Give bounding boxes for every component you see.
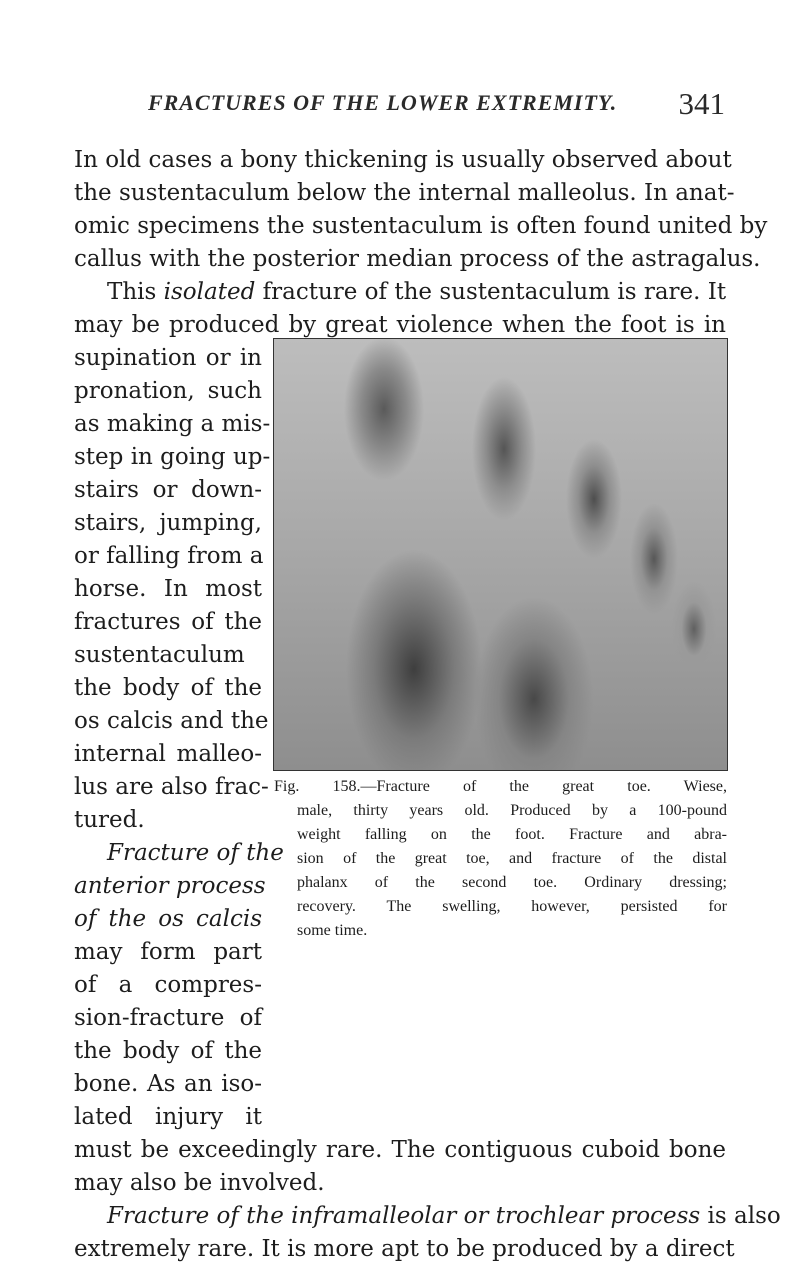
caption-line: male, thirty years old. Produced by a 100-pound (297, 802, 727, 819)
text-line: stairs or down- (74, 477, 262, 503)
caption-line: phalanx of the second toe. Ordinary dressing; (297, 874, 727, 891)
text-line: step in going up- (74, 444, 271, 470)
text-line: sion-fracture of (74, 1005, 262, 1031)
xray-figure (273, 338, 728, 771)
text-line (74, 870, 266, 903)
caption-line: Fig. 158.—Fracture of the great toe. Wiese, (274, 778, 727, 795)
text-line: extremely rare. It is more apt to be produced by a direct (74, 1236, 735, 1262)
text-line: supination or in (74, 345, 262, 371)
emphasis: isolated (163, 279, 256, 305)
text-line: lus are also frac- (74, 774, 269, 800)
emphasis: of the os calcis (74, 906, 262, 932)
text-line: horse. In most (74, 576, 262, 602)
text-line: stairs, jumping, (74, 510, 262, 536)
text-line: internal malleo- (74, 741, 262, 767)
text-line: may also be involved. (74, 1170, 325, 1196)
text-line: lated injury it (74, 1104, 262, 1130)
text-line: must be exceedingly rare. The contiguous cuboid bone (74, 1137, 726, 1163)
text-line: may be produced by great violence when the foot is in (74, 312, 726, 338)
text-line: In old cases a bony thickening is usually observed about (74, 147, 732, 173)
line-part: is also (707, 1203, 781, 1229)
text-line: bone. As an iso- (74, 1071, 262, 1097)
running-header (148, 86, 725, 126)
caption-line: weight falling on the foot. Fracture and abra- (297, 826, 727, 843)
text-line: may form part (74, 939, 262, 965)
text-line (107, 837, 284, 870)
page-number: 341 (678, 86, 725, 121)
caption-line: some time. (297, 922, 368, 939)
text-line: omic specimens the sustentaculum is often found united by (74, 213, 768, 239)
emphasis: Fracture of the (107, 840, 284, 866)
text-line: of a compres- (74, 972, 262, 998)
text-line (74, 903, 262, 936)
text-line: the body of the (74, 675, 262, 701)
text-line (107, 276, 726, 309)
text-line: the body of the (74, 1038, 262, 1064)
text-line: the sustentaculum below the internal malleolus. In anat- (74, 180, 735, 206)
caption-line: recovery. The swelling, however, persisted for (297, 898, 727, 915)
figure-caption (274, 775, 727, 943)
caption-line: sion of the great toe, and fracture of the distal (297, 850, 727, 867)
text-line (107, 1200, 781, 1233)
text-line: tured. (74, 807, 145, 833)
line-part: This (107, 279, 157, 305)
text-line: fractures of the (74, 609, 262, 635)
text-line: sustentaculum (74, 642, 245, 668)
text-line: pronation, such (74, 378, 262, 404)
text-line: as making a mis- (74, 411, 271, 437)
text-line: callus with the posterior median process of the astragalus. (74, 246, 761, 272)
line-part: fracture of the sustentaculum is rare. It (262, 279, 727, 305)
emphasis: Fracture of the inframalleolar or trochlear process (107, 1203, 701, 1229)
emphasis: anterior process (74, 873, 266, 899)
running-title: FRACTURES OF THE LOWER EXTREMITY. (148, 90, 618, 115)
text-line: or falling from a (74, 543, 264, 569)
text-line: os calcis and the (74, 708, 269, 734)
